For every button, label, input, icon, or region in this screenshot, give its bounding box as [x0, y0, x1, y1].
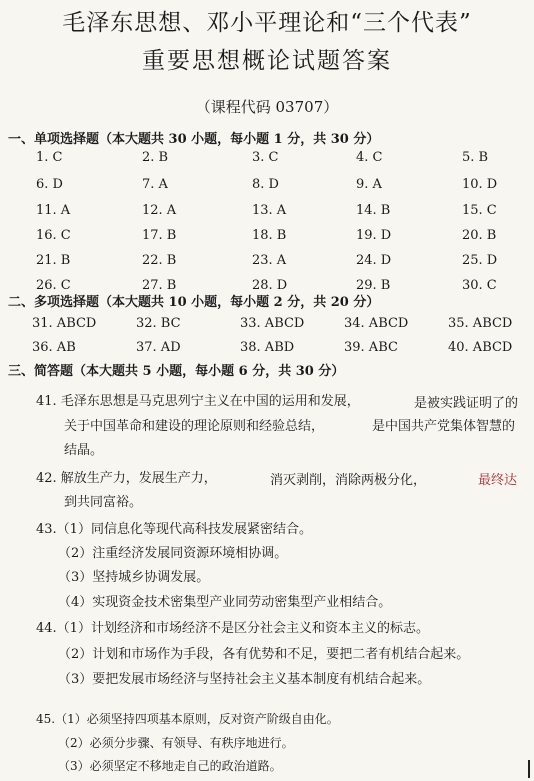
section1-heading: 一、单项选择题（本大题共 30 小题，每小题 1 分，共 30 分）	[8, 132, 380, 147]
section1-answer-1: 1. C	[36, 150, 63, 165]
section1-answer-11: 11. A	[36, 203, 71, 218]
q42-line2: 到共同富裕。	[64, 495, 143, 510]
section1-answer-12: 12. A	[142, 203, 177, 218]
section1-answer-23: 23. A	[252, 253, 287, 268]
q42-line1a: 42. 解放生产力，发展生产力，	[36, 471, 217, 486]
section2-heading: 二、多项选择题（本大题共 10 小题，每小题 2 分，共 20 分）	[8, 295, 380, 310]
section1-answer-6: 6. D	[36, 177, 63, 192]
section2-answer-32: 32. BC	[136, 316, 181, 331]
section1-answer-2: 2. B	[142, 150, 169, 165]
q43-line1: 43.（1）同信息化等现代高科技发展紧密结合。	[36, 522, 312, 537]
section1-answer-28: 28. D	[252, 278, 288, 293]
section1-answer-13: 13. A	[252, 203, 287, 218]
q45-line3: （3）必须坚定不移地走自己的政治道路。	[58, 759, 282, 773]
q43-line2: （2）注重经济发展同资源环境相协调。	[58, 546, 288, 561]
section2-answer-33: 33. ABCD	[240, 316, 305, 331]
section1-answer-7: 7. A	[142, 177, 168, 192]
q43-line4: （4）实现资金技术密集型产业同劳动密集型产业相结合。	[58, 595, 392, 610]
q44-line3: （3）要把发展市场经济与坚持社会主义基本制度有机结合起来。	[58, 672, 431, 687]
q41-line3: 结晶。	[64, 443, 104, 458]
q41-line1a: 41. 毛泽东思想是马克思列宁主义在中国的运用和发展，	[36, 394, 360, 409]
section1-answer-21: 21. B	[36, 253, 71, 268]
section1-answer-16: 16. C	[36, 228, 71, 243]
page-title-line2: 重要思想概论试题答案	[142, 48, 392, 74]
section1-answer-19: 19. D	[356, 228, 392, 243]
scan-edge-mark	[528, 760, 530, 778]
section1-answer-30: 30. C	[462, 278, 497, 293]
q42-line1c: 最终达	[478, 473, 518, 488]
section2-answer-37: 37. AD	[136, 340, 181, 355]
q41-line2b: 是中国共产党集体智慧的	[372, 419, 516, 434]
section2-answer-34: 34. ABCD	[344, 316, 409, 331]
q42-line1b: 消灭剥削，消除两极分化，	[270, 473, 427, 488]
section3-heading: 三、简答题（本大题共 5 小题，每小题 6 分，共 30 分）	[8, 364, 345, 379]
section1-answer-18: 18. B	[252, 228, 287, 243]
section2-answer-40: 40. ABCD	[448, 340, 513, 355]
section1-answer-15: 15. C	[462, 203, 497, 218]
section2-answer-31: 31. ABCD	[32, 316, 97, 331]
q44-line2: （2）计划和市场作为手段，各有优势和不足，要把二者有机结合起来。	[58, 647, 470, 662]
section1-answer-10: 10. D	[462, 177, 498, 192]
section1-answer-27: 27. B	[142, 278, 177, 293]
section1-answer-8: 8. D	[252, 177, 279, 192]
q43-line3: （3）坚持城乡协调发展。	[58, 570, 210, 585]
section1-answer-5: 5. B	[462, 150, 489, 165]
q45-line1: 45.（1）必须坚持四项基本原则，反对资产阶级自由化。	[36, 712, 339, 726]
q41-line1b: 是被实践证明了的	[414, 396, 519, 411]
section1-answer-25: 25. D	[462, 253, 498, 268]
section1-answer-20: 20. B	[462, 228, 497, 243]
section1-answer-26: 26. C	[36, 278, 71, 293]
section1-answer-4: 4. C	[356, 150, 383, 165]
section1-answer-24: 24. D	[356, 253, 392, 268]
section1-answer-17: 17. B	[142, 228, 177, 243]
section1-answer-22: 22. B	[142, 253, 177, 268]
q44-line1: 44.（1）计划经济和市场经济不是区分社会主义和资本主义的标志。	[36, 621, 429, 636]
course-code: （课程代码 03707）	[195, 98, 339, 116]
section1-answer-29: 29. B	[356, 278, 391, 293]
section2-answer-35: 35. ABCD	[448, 316, 513, 331]
section1-answer-14: 14. B	[356, 203, 391, 218]
section2-answer-39: 39. ABC	[344, 340, 398, 355]
section2-answer-36: 36. AB	[32, 340, 76, 355]
section1-answer-9: 9. A	[356, 177, 382, 192]
section1-answer-3: 3. C	[252, 150, 279, 165]
page-title-line1: 毛泽东思想、邓小平理论和“三个代表”	[62, 10, 472, 36]
section2-answer-38: 38. ABD	[240, 340, 295, 355]
q45-line2: （2）必须分步骤、有领导、有秩序地进行。	[58, 736, 294, 750]
q41-line2a: 关于中国革命和建设的理论原则和经验总结，	[64, 419, 325, 434]
